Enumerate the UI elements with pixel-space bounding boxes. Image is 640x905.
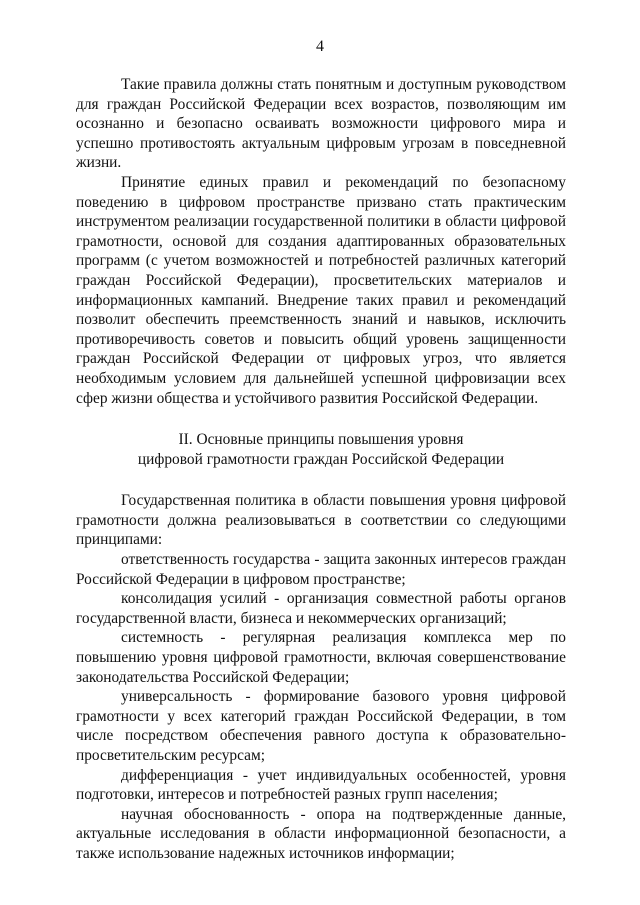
paragraph-unified-rules: Принятие единых правил и рекомендаций по безопасному поведению в цифровом пространстве призвано стать практическим инструментом реализации государственной политики в области цифровой грамотности, основой для создания адаптированных образовательных программ (с учетом возможностей и потребностей различных категорий граждан Российской Федерации), просветительских материалов и информационных кампаний. Внедрение таких правил и рекомендаций позволит обеспечить преемственность знаний и навыков, исключить противоречивость советов и повысить общий уровень защищенности граждан Российской Федерации от цифровых угроз, что является необходимым условием для дальнейшей успешной цифровизации всех сфер жизни общества и устойчивого развития Российской Федерации. [76, 173, 566, 407]
section-heading [76, 430, 566, 469]
principle-universality: универсальность - формирование базового уровня цифровой грамотности у всех категорий граждан Российской Федерации, в том числе посредством обеспечения равного доступа к образовательно-просветительским ресурсам; [76, 688, 566, 764]
section-heading-line-1: II. Основные принципы повышения уровня [178, 431, 464, 449]
paragraph-rules-guidance: Такие правила должны стать понятным и доступным руководством для граждан Российской Федерации всех возрастов, позволяющим им осознанно и безопасно осваивать возможности цифрового мира и успешно противостоять актуальным цифровым угрозам в повседневной жизни. [76, 76, 566, 172]
principle-state-responsibility: ответственность государства - защита законных интересов граждан Российской Федерации в цифровом пространстве; [76, 551, 566, 588]
principle-scientific-validity: научная обоснованность - опора на подтвержденные данные, актуальные исследования в области информационной безопасности, а также использование надежных источников информации; [76, 805, 566, 862]
paragraph-state-policy: Государственная политика в области повышения уровня цифровой грамотности должна реализовываться в соответствии со следующими принципами: [76, 492, 566, 549]
page-number: 4 [316, 38, 324, 55]
principle-differentiation: дифференциация - учет индивидуальных особенностей, уровня подготовки, интересов и потребностей разных групп населения; [76, 766, 566, 804]
principle-systematic: системность - регулярная реализация комплекса мер по повышению уровня цифровой грамотности, включая совершенствование законодательства Российской Федерации; [76, 629, 566, 686]
principle-consolidation: консолидация усилий - организация совместной работы органов государственной власти, бизнеса и некоммерческих организаций; [76, 590, 566, 627]
document-body [76, 75, 566, 864]
section-heading-line-2: цифровой грамотности граждан Российской Федерации [137, 450, 505, 468]
